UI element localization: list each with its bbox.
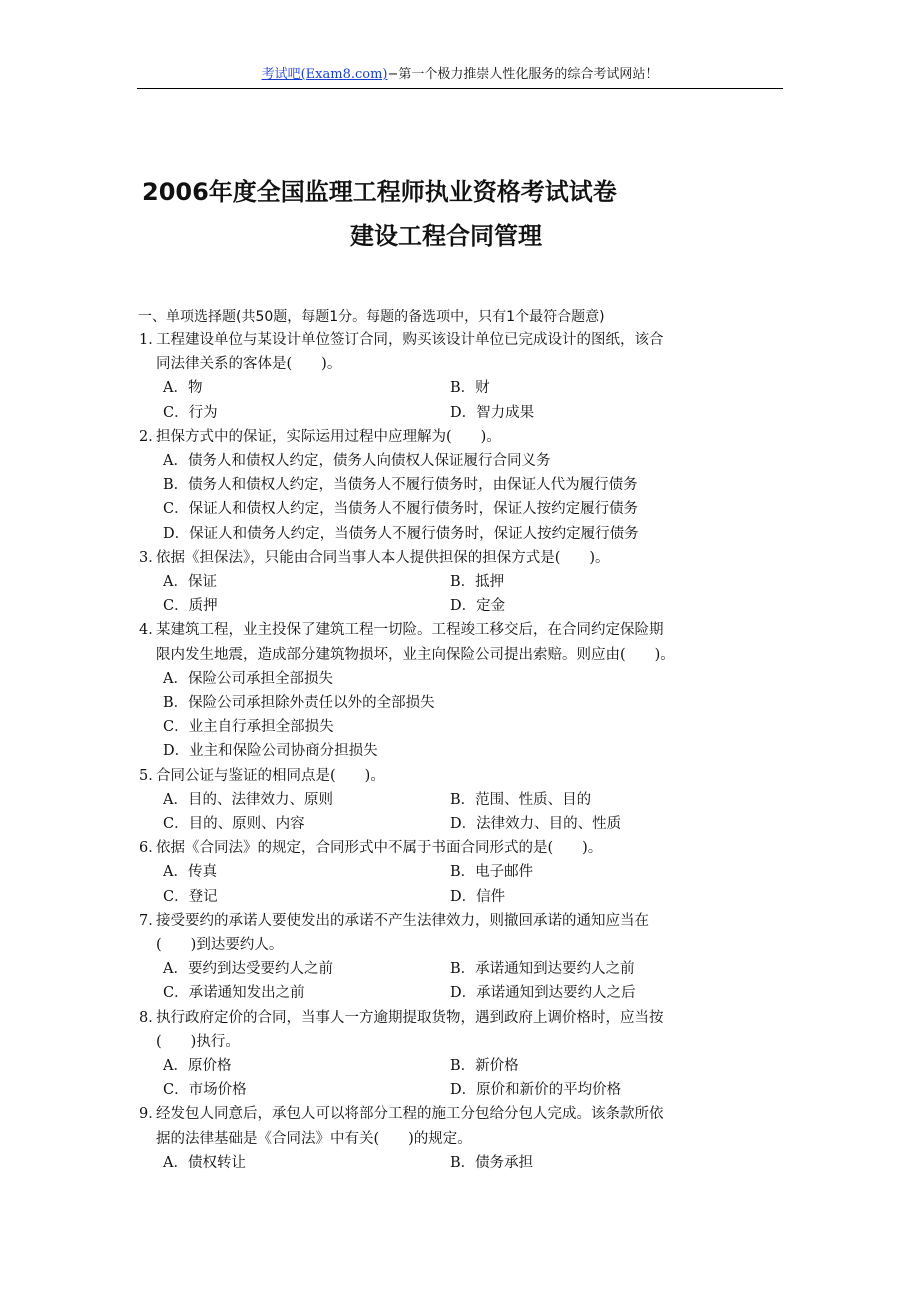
question-stem: 依据《合同法》的规定，合同形式中不属于书面合同形式的是( )。 — [156, 840, 603, 857]
answer-option: A．要约到达受要约人之前 — [163, 961, 333, 978]
question-stem: 某建筑工程，业主投保了建筑工程一切险。工程竣工移交后，在合同约定保险期 — [156, 622, 664, 639]
answer-option: D．法律效力、目的、性质 — [450, 816, 622, 832]
answer-option: C．质押 — [163, 598, 218, 615]
question-number: 2． — [139, 428, 163, 445]
exam-title: 2006年度全国监理工程师执业资格考试试卷 — [142, 178, 617, 206]
question-stem: 合同公证与鉴证的相同点是( )。 — [156, 767, 385, 784]
question-stem: 依据《担保法》，只能由合同当事人本人提供担保的担保方式是( )。 — [156, 549, 610, 566]
answer-option: C．承诺通知发出之前 — [163, 985, 305, 1002]
page-header — [137, 64, 783, 89]
answer-option: D．智力成果 — [450, 404, 535, 421]
answer-option: A．债权转让 — [163, 1154, 246, 1171]
answer-option: A．保险公司承担全部损失 — [163, 670, 333, 687]
answer-option: B．债务人和债权人约定，当债务人不履行债务时，由保证人代为履行债务 — [163, 477, 638, 494]
question-stem: 据的法律基础是《合同法》中有关( )的规定。 — [156, 1130, 472, 1147]
question-number: 9． — [139, 1106, 163, 1123]
answer-option: C．登记 — [163, 888, 218, 905]
exam-subtitle: 建设工程合同管理 — [350, 222, 542, 250]
answer-option: C．目的、原则、内容 — [163, 816, 305, 832]
answer-option: B．新价格 — [450, 1058, 519, 1074]
answer-option: B．财 — [450, 380, 490, 397]
question-stem: 担保方式中的保证，实际运用过程中应理解为( )。 — [156, 428, 501, 445]
answer-option: D．保证人和债务人约定，当债务人不履行债务时，保证人按约定履行债务 — [163, 525, 639, 542]
answer-option: A．目的、法律效力、原则 — [163, 791, 333, 808]
question-number: 3． — [139, 549, 163, 566]
answer-option: B．电子邮件 — [450, 864, 534, 881]
answer-option: A．保证 — [163, 574, 217, 590]
question-stem: 同法律关系的客体是( )。 — [156, 356, 342, 373]
question-stem: ( )执行。 — [156, 1033, 240, 1050]
question-number: 7． — [139, 912, 163, 929]
answer-option: B．债务承担 — [450, 1154, 534, 1171]
header-tagline: −第一个极力推崇人性化服务的综合考试网站！ — [387, 67, 659, 82]
answer-option: D．承诺通知到达要约人之后 — [450, 985, 636, 1002]
question-number: 4． — [139, 622, 163, 639]
answer-option: A．传真 — [163, 864, 217, 881]
question-number: 6． — [139, 840, 163, 857]
answer-option: A．物 — [163, 380, 203, 397]
question-stem: ( )到达要约人。 — [156, 937, 284, 953]
section-heading: 一、单项选择题(共50题，每题1分。每题的备选项中，只有1个最符合题意) — [138, 309, 605, 325]
answer-option: C．行为 — [163, 404, 218, 421]
answer-option: D．信件 — [450, 888, 506, 905]
question-number: 8． — [139, 1009, 163, 1026]
question-stem: 限内发生地震，造成部分建筑物损坏，业主向保险公司提出索赔。则应由( )。 — [156, 646, 675, 663]
answer-option: D．业主和保险公司协商分担损失 — [163, 743, 378, 760]
question-number: 5． — [139, 767, 163, 784]
answer-option: B．抵押 — [450, 574, 505, 590]
answer-option: D．定金 — [450, 598, 506, 615]
answer-option: B．承诺通知到达要约人之前 — [450, 961, 635, 978]
question-number: 1． — [139, 332, 163, 348]
answer-option: A．债务人和债权人约定，债务人向债权人保证履行合同义务 — [163, 453, 551, 469]
question-stem: 执行政府定价的合同，当事人一方逾期提取货物，遇到政府上调价格时，应当按 — [156, 1009, 664, 1026]
question-stem: 接受要约的承诺人要使发出的承诺不产生法律效力，则撤回承诺的通知应当在 — [156, 912, 649, 929]
exam8-link[interactable]: 考试吧(Exam8.com) — [261, 67, 388, 82]
answer-option: A．原价格 — [163, 1058, 232, 1074]
answer-option: B．范围、性质、目的 — [450, 791, 592, 808]
answer-option: C．业主自行承担全部损失 — [163, 719, 334, 736]
answer-option: D．原价和新价的平均价格 — [450, 1082, 622, 1099]
question-stem: 经发包人同意后，承包人可以将部分工程的施工分包给分包人完成。该条款所依 — [156, 1106, 664, 1123]
answer-option: B．保险公司承担除外责任以外的全部损失 — [163, 695, 435, 711]
answer-option: C．市场价格 — [163, 1082, 247, 1099]
question-stem: 工程建设单位与某设计单位签订合同，购买该设计单位已完成设计的图纸，该合 — [156, 332, 664, 348]
answer-option: C．保证人和债权人约定，当债务人不履行债务时，保证人按约定履行债务 — [163, 501, 639, 518]
